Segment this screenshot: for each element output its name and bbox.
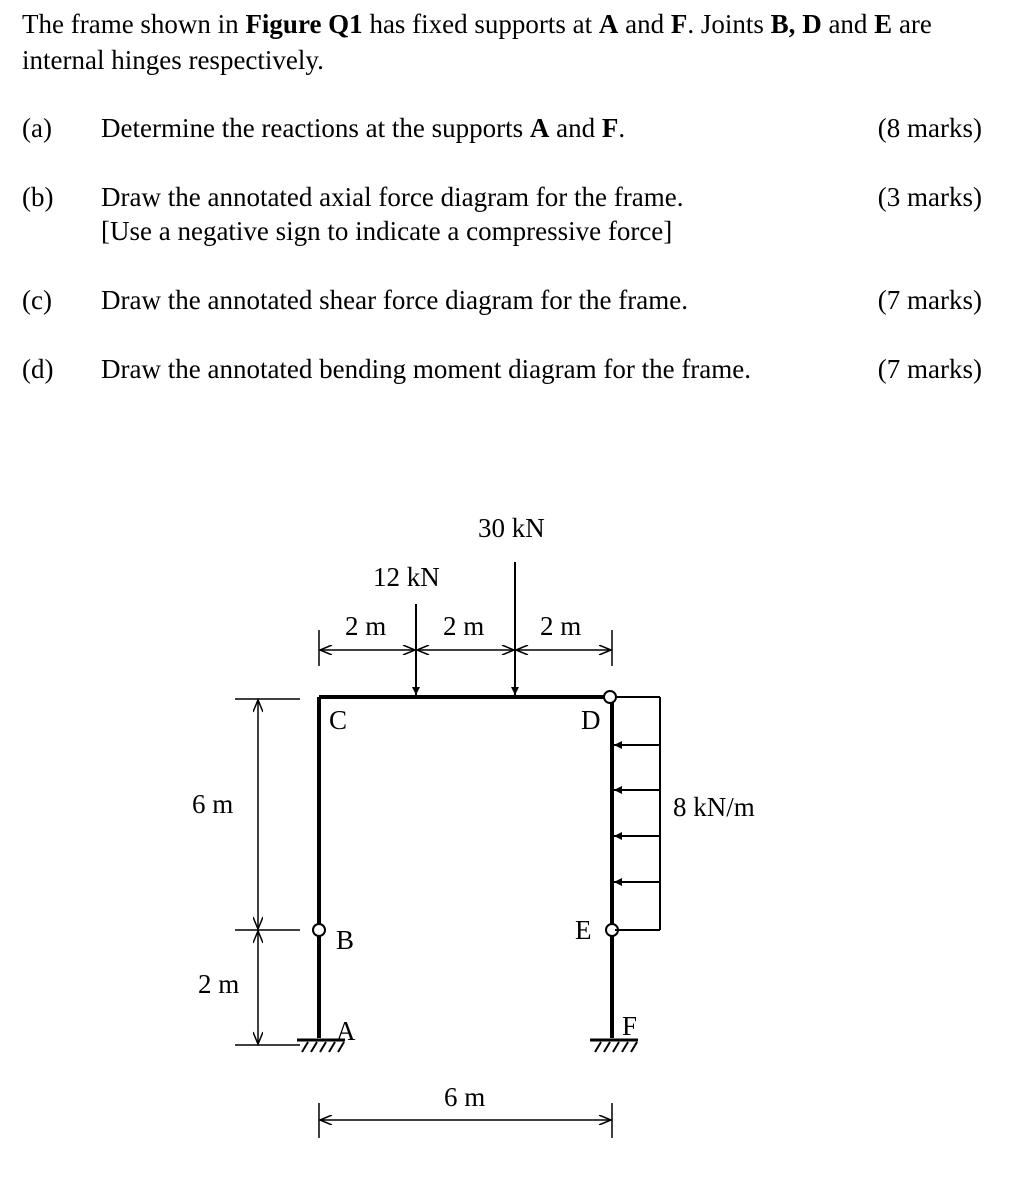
height-dimension xyxy=(235,699,300,1045)
span-3-label: 2 m xyxy=(540,611,582,641)
load-30kn-label: 30 kN xyxy=(478,513,545,543)
joint-d-label: D xyxy=(581,705,601,735)
udl-label: 8 kN/m xyxy=(673,792,755,822)
question-text-part: and xyxy=(549,113,602,143)
height-2m-label: 2 m xyxy=(198,969,240,999)
question-label: (d) xyxy=(22,354,54,384)
hinge-d xyxy=(604,691,616,703)
joint-e-ref: E xyxy=(874,9,893,39)
support-a-ref: A xyxy=(598,9,619,39)
intro-text: and xyxy=(618,9,671,39)
joint-a-label: A xyxy=(336,1016,356,1046)
question-text-part: Determine the reactions at the supports xyxy=(101,113,530,143)
question-text: Draw the annotated axial force diagram for the frame. xyxy=(101,182,684,212)
joint-f-label: F xyxy=(622,1011,638,1041)
question-text-part: . xyxy=(618,113,626,143)
intro-text: and xyxy=(821,9,875,39)
joint-d-ref: D xyxy=(802,9,822,39)
span-1-label: 2 m xyxy=(345,611,387,641)
intro-text: The frame shown in xyxy=(22,9,246,39)
intro-text: . Joints xyxy=(687,9,771,39)
question-text: Draw the annotated shear force diagram for the frame. xyxy=(101,285,688,315)
joint-b-label: B xyxy=(336,925,355,955)
joint-b-ref: B, xyxy=(770,9,796,39)
figure-reference: Figure Q1 xyxy=(245,9,363,39)
span-2-label: 2 m xyxy=(443,611,485,641)
fixed-support-f xyxy=(590,1040,638,1052)
support-a-ref: A xyxy=(529,113,550,143)
question-marks: (7 marks) xyxy=(877,354,982,384)
question-label: (c) xyxy=(22,285,52,315)
intro-text: has fixed supports at xyxy=(362,9,599,39)
question-marks: (8 marks) xyxy=(877,113,982,143)
distributed-load xyxy=(614,697,660,930)
question-label: (b) xyxy=(22,182,54,212)
height-6m-label: 6 m xyxy=(192,789,234,819)
support-f-ref: F xyxy=(601,113,619,143)
load-12kn-label: 12 kN xyxy=(373,562,440,592)
question-note: [Use a negative sign to indicate a compressive force] xyxy=(101,216,673,246)
question-text: Draw the annotated bending moment diagram for the frame. xyxy=(101,354,752,384)
question-marks: (7 marks) xyxy=(877,285,982,315)
question-marks: (3 marks) xyxy=(877,182,982,212)
base-width-label: 6 m xyxy=(444,1082,486,1112)
joint-c-label: C xyxy=(329,705,348,735)
joint-e-label: E xyxy=(575,915,592,945)
intro-text: are internal hinges respectively. xyxy=(22,9,932,75)
hinge-b xyxy=(313,924,325,936)
question-label: (a) xyxy=(22,113,52,143)
support-f-ref: F xyxy=(670,9,688,39)
frame-members xyxy=(319,697,612,1038)
